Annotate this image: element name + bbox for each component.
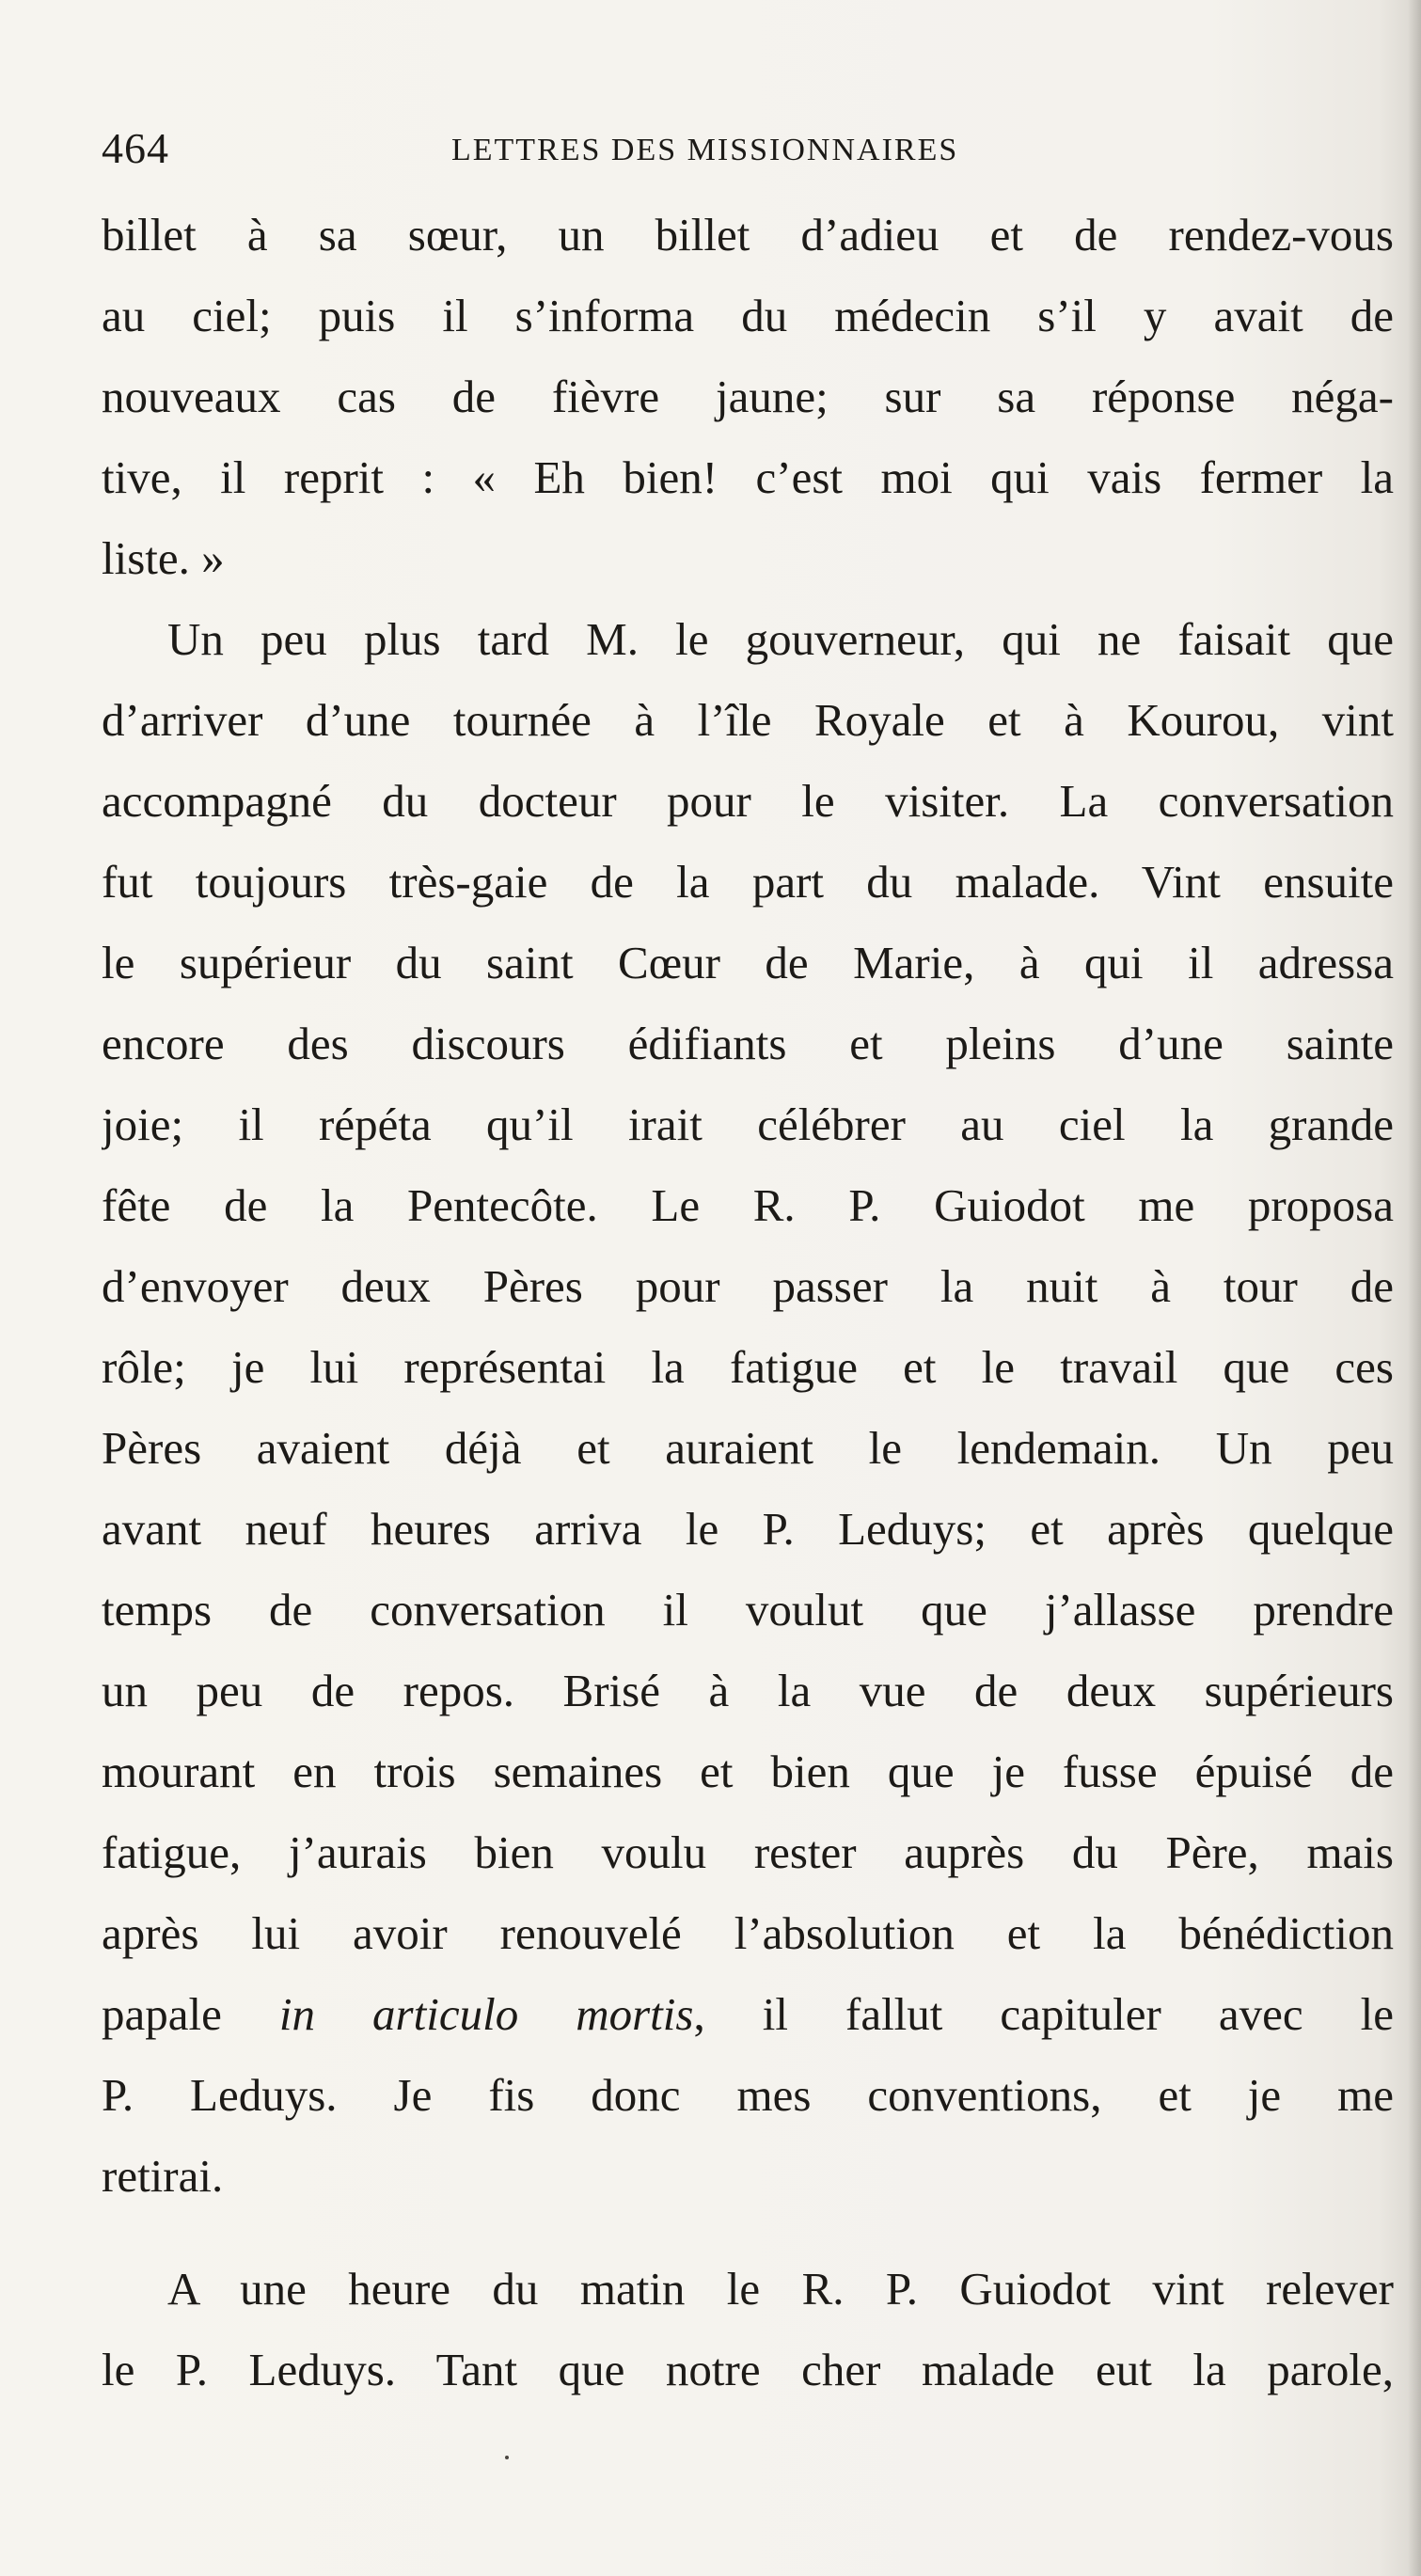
text-line: mourant en trois semaines et bien que je fusse épuisé de [102, 1746, 1394, 1797]
text-line: Un peu plus tard M. le gouverneur, qui ne faisait que [167, 613, 1394, 665]
paragraph-gap [102, 2217, 1394, 2249]
text-line: le supérieur du saint Cœur de Marie, à qui il adressa [102, 937, 1394, 988]
print-speck [505, 2456, 509, 2459]
text-line: joie; il répéta qu’il irait célébrer au ciel la grande [102, 1098, 1394, 1150]
text-line: retirai. [102, 2150, 224, 2202]
page-number: 464 [102, 124, 169, 172]
text-line: d’envoyer deux Pères pour passer la nuit à tour de [102, 1260, 1394, 1312]
text-line: un peu de repos. Brisé à la vue de deux supérieurs [102, 1665, 1394, 1716]
text-line: P. Leduys. Je fis donc mes conventions, et je me [102, 2069, 1394, 2121]
text-line: fatigue, j’aurais bien voulu rester auprès du Père, mais [102, 1826, 1394, 1878]
text-line: A une heure du matin le R. P. Guiodot vint relever [167, 2263, 1394, 2315]
text-line: avant neuf heures arriva le P. Leduys; et après quelque [102, 1503, 1394, 1555]
text-line: rôle; je lui représentai la fatigue et le travail que ces [102, 1341, 1394, 1393]
text-line: liste. » [102, 532, 225, 584]
latin-phrase: in articulo mortis [278, 1988, 694, 2040]
page-header [102, 120, 1394, 177]
text-line: encore des discours édifiants et pleins d’une sainte [102, 1018, 1394, 1069]
text-line: nouveaux cas de fièvre jaune; sur sa réponse néga- [102, 371, 1394, 422]
text-line: fut toujours très-gaie de la part du malade. Vint ensuite [102, 856, 1394, 908]
text-line: d’arriver d’une tournée à l’île Royale et à Kourou, vint [102, 694, 1394, 746]
running-title: LETTRES DES MISSIONNAIRES [451, 133, 959, 167]
text-line: accompagné du docteur pour le visiter. La conversation [102, 775, 1394, 827]
text-line: au ciel; puis il s’informa du médecin s’il y avait de [102, 290, 1394, 341]
body-text [102, 195, 1394, 2410]
text-line: fête de la Pentecôte. Le R. P. Guiodot me proposa [102, 1179, 1394, 1231]
text-line: Pères avaient déjà et auraient le lendemain. Un peu [102, 1422, 1394, 1474]
text-line: tive, il reprit : « Eh bien! c’est moi qui vais fermer la [102, 451, 1394, 503]
text-line: après lui avoir renouvelé l’absolution et la bénédiction [102, 1907, 1394, 1959]
text-line: le P. Leduys. Tant que notre cher malade eut la parole, [102, 2344, 1394, 2395]
page-edge-shadow [1408, 0, 1421, 2576]
text-line: billet à sa sœur, un billet d’adieu et de rendez-vous [102, 209, 1394, 261]
text-line: temps de conversation il voulut que j’allasse prendre [102, 1584, 1394, 1636]
text-line: papale in articulo mortis, il fallut capituler avec le [102, 1988, 1394, 2040]
